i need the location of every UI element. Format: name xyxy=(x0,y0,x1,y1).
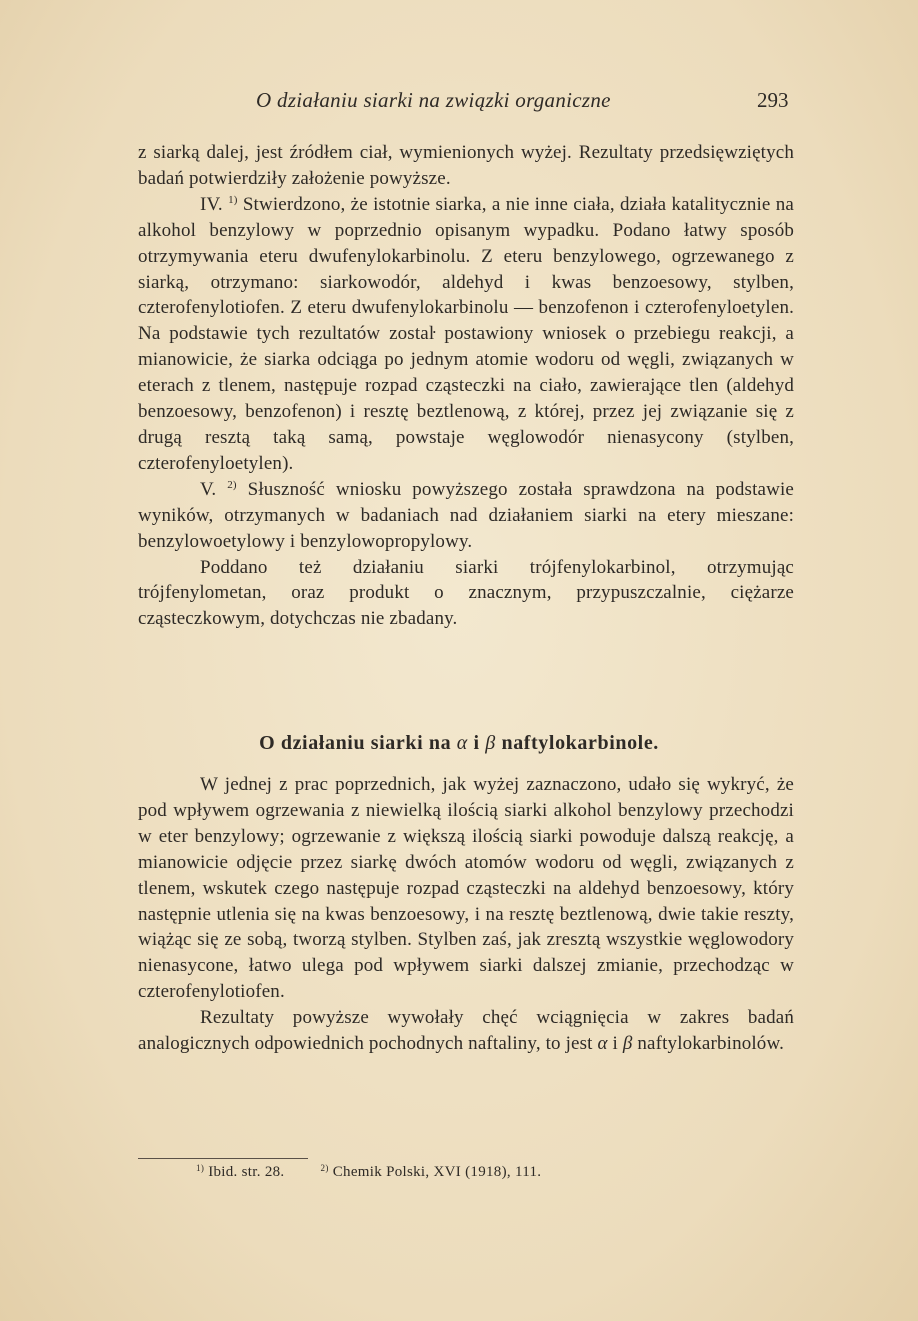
footnote-2-text: Chemik Polski, XVI (1918), 111. xyxy=(332,1164,542,1180)
footnotes xyxy=(196,1164,541,1181)
paragraph-6 xyxy=(138,1005,794,1057)
beta-symbol: β xyxy=(485,732,496,754)
paragraph-3 xyxy=(138,477,794,555)
paragraph-6-text: Rezultaty powyższe wywołały chęć wciągnięcia w zakres badań analogicznych odpowiednich pochodnych naftaliny, to jest xyxy=(138,1007,794,1055)
page-number: 293 xyxy=(757,88,789,112)
footnote-1: $^{1)}$ Ibid. str. 28. xyxy=(196,1163,285,1180)
paragraph-1: z siarką dalej, jest źródłem ciał, wymienionych wyżej. Rezultaty przedsięwziętych badań potwierdziły założenie powyższe. xyxy=(138,142,794,189)
footnote-ref-2: 2) xyxy=(227,478,237,491)
body-text-top xyxy=(138,140,794,632)
running-title: O działaniu siarki na związki organiczne xyxy=(256,88,611,112)
paragraph-3-text: Słuszność wniosku powyższego została sprawdzona na podstawie wyników, otrzymanych w badaniach nad działaniem siarki na etery mieszane: benzylowoetylowy i benzylowopropylowy. xyxy=(138,478,794,552)
alpha-symbol: α xyxy=(456,732,468,754)
footnote-rule xyxy=(138,1158,308,1159)
footnote-2: $^{2)}$ Chemik Polski, XVI (1918), 111. xyxy=(320,1163,542,1180)
section-label-iv: IV. xyxy=(200,193,223,215)
alpha-symbol-inline: α xyxy=(597,1033,608,1055)
body-text-bottom xyxy=(138,772,794,1057)
paragraph-4: Poddano też działaniu siarki trójfenylokarbinol, otrzymując trójfenylometan, oraz produkt o znacznym, przypuszczalnie, ciężarze cząsteczkowym, dotychczas nie zbadany. xyxy=(138,556,794,630)
footnote-1-text: Ibid. str. 28. xyxy=(208,1164,285,1180)
section-heading-conj: i xyxy=(473,732,480,754)
section-heading-part2: naftylokarbinole. xyxy=(501,732,659,754)
section-heading xyxy=(0,732,918,755)
paragraph-6-conj: i xyxy=(612,1033,618,1055)
section-heading-part1: O działaniu siarki na xyxy=(259,732,452,754)
beta-symbol-inline: β xyxy=(622,1033,633,1055)
section-label-v: V. xyxy=(200,478,217,500)
paragraph-6-end: naftylokarbinolów. xyxy=(637,1033,784,1055)
paragraph-2 xyxy=(138,192,794,477)
paragraph-5: W jednej z prac poprzednich, jak wyżej zaznaczono, udało się wykryć, że pod wpływem ogrzewania z niewielką ilością siarki alkohol benzylowy przechodzi w eter benzylowy; ogrzewanie z większą ilością siarki powoduje dalszą reakcję, a mianowicie odjęcie przez siarkę dwóch atomów wodoru od węgli, związanych z tlenem, wskutek czego następuje rozpad cząsteczki na aldehyd benzoesowy, który następnie utlenia się na kwas benzoesowy, i na resztę beztlenową, dwie takie reszty, wiążąc się ze sobą, tworzą stylben. Stylben zaś, jak zresztą wszystkie węglowodory nienasycone, łatwo ulega pod wpływem siarki dalszej zmianie, przechodząc w czterofenylotiofen. xyxy=(138,774,794,1003)
footnote-ref-1: 1) xyxy=(228,193,238,206)
paragraph-2-text: Stwierdzono, że istotnie siarka, a nie inne ciała, działa katalitycznie na alkohol benzylowy w poprzednio opisanym wypadku. Podano łatwy sposób otrzymywania eteru dwufenylokarbinolu. Z eteru benzylowego, ogrzewanego z siarką, otrzymano: siarkowodór, aldehyd i kwas benzoesowy, stylben, czterofenylotiofen. Z eteru dwufenylokarbinolu — benzofenon i czterofenyloetylen. Na podstawie tych rezultatów zostaŀ postawiony wniosek o przebiegu reakcji, a mianowicie, że siarka odciąga po jednym atomie wodoru od węgli, związanych w eterach z tlenem, następuje rozpad cząsteczki na ciało, zawierające tlen (aldehyd benzoesowy, benzofenon) i resztę beztlenową, z której, przez jej związanie się z drugą resztą taką samą, powstaje węglowodór nienasycony (stylben, czterofenyloetylen). xyxy=(138,193,794,474)
page-header xyxy=(0,88,918,122)
